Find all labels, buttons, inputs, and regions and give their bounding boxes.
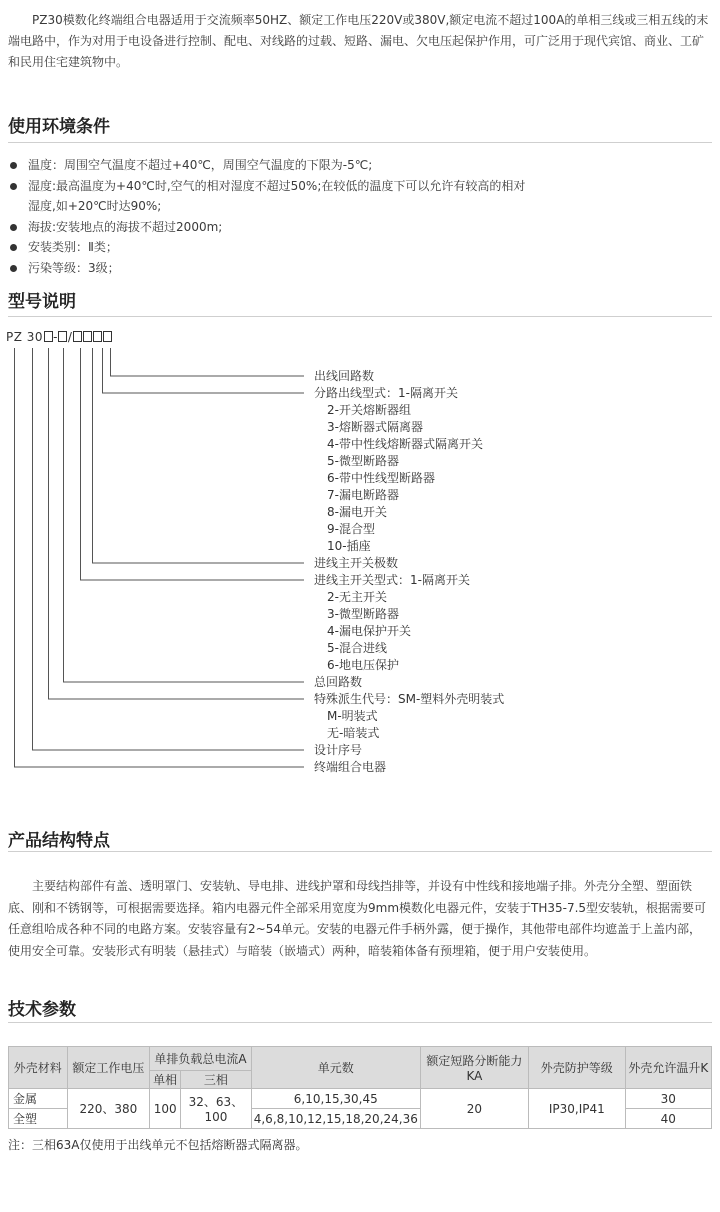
table-cell: 全塑 [9,1109,68,1129]
list-item-continuation: 湿度,如+20℃时达90%; [28,199,162,213]
model-desc-option: 2-开关熔断器组 [327,403,411,417]
section-title-tech: 技术参数 [8,1000,76,1020]
table-note: 注：三相63A仅使用于出线单元不包括熔断器式隔离器。 [8,1138,308,1152]
model-desc-option: M-明装式 [327,709,378,723]
model-desc-branch-type: 分路出线型式：1-隔离开关 [314,386,458,400]
model-desc-total-circuits: 总回路数 [314,675,363,689]
model-desc-option: 8-漏电开关 [327,505,387,519]
model-desc-option: 4-带中性线熔断器式隔离开关 [327,437,483,451]
model-desc-option: 4-漏电保护开关 [327,624,411,638]
model-desc-special-code: 特殊派生代号：SM-塑料外壳明装式 [314,692,505,706]
table-cell: 金属 [9,1089,68,1109]
col-header: 外壳允许温升K [625,1047,711,1089]
model-code: PZ 30 - / [6,330,112,344]
table-row [9,1089,712,1109]
col-header: 外壳材料 [9,1047,68,1089]
model-desc-option: 6-带中性线型断路器 [327,471,435,485]
section-title-model: 型号说明 [8,292,76,312]
model-desc-option: 3-熔断器式隔离器 [327,420,423,434]
table-cell: 30 [625,1089,711,1109]
col-header: 单元数 [251,1047,420,1089]
col-header: 单排负载总电流A [150,1047,252,1071]
model-desc-option: 2-无主开关 [327,590,387,604]
intro-paragraph: PZ30模数化终端组合电器适用于交流频率50HZ、额定工作电压220V或380V,额定电流不超过100A的单相三线或三相五线的末端电路中，作为对用于电设备进行控制、配电、对线路的过载、短路、漏电、欠电压起保护作用，可广泛用于现代宾馆、商业、工矿和民用住宅建筑物中。 [8,13,709,69]
model-desc-option: 无-暗装式 [327,726,380,740]
table-cell: 100 [150,1089,181,1129]
model-desc-product: 终端组合电器 [314,760,387,774]
list-item: 安装类别：Ⅱ类； [8,237,708,258]
tech-params-table [8,1046,712,1129]
list-item: 海拔:安装地点的海拔不超过2000m; [8,217,708,238]
section-title-environment: 使用环境条件 [8,117,110,137]
table-cell: 220、380 [67,1089,150,1129]
table-cell: 20 [420,1089,528,1129]
col-header: 单相 [150,1071,181,1089]
col-header: 外壳防护等级 [528,1047,625,1089]
list-item: 污染等级：3级； [8,258,708,279]
table-cell: 6,10,15,30,45 [251,1089,420,1109]
table-cell: 4,6,8,10,12,15,18,20,24,36 [251,1109,420,1129]
model-desc-option: 7-漏电断路器 [327,488,399,502]
model-desc-main-poles: 进线主开关极数 [314,556,399,570]
col-header: 额定短路分断能力KA [420,1047,528,1089]
table-cell: 32、63、100 [181,1089,252,1129]
list-item: 温度：周围空气温度不超过+40℃，周围空气温度的下限为-5℃; [8,155,708,176]
model-desc-option: 5-微型断路器 [327,454,399,468]
model-desc-option: 3-微型断路器 [327,607,399,621]
structure-paragraph: 主要结构部件有盖、透明罩门、安装轨、导电排、进线护罩和母线挡排等，并设有中性线和接地端子排。外壳分全塑、塑面铁底、刚和不锈钢等，可根据需要选择。箱内电器元件全部采用宽度为9mm模数化电器元件，安装于TH35-7.5型安装轨，根据需要可任意组哈成各种不同的电路方案。安装容量有2~54单元。安装的电器元件手柄外露，便于操作，其他带电部件均遮盖于上盖内部，使用安全可靠。安装形式有明装（悬挂式）与暗装（嵌墙式）两种，暗装箱体备有预埋箱，便于用户安装使用。 [8,879,707,958]
model-desc-option: 5-混合进线 [327,641,387,655]
model-desc-outgoing-count: 出线回路数 [314,369,375,383]
table-cell: 40 [625,1109,711,1129]
model-desc-option: 10-插座 [327,539,371,553]
section-divider [8,1022,712,1023]
model-desc-design-no: 设计序号 [314,743,363,757]
table-cell: IP30,IP41 [528,1089,625,1129]
col-header: 三相 [181,1071,252,1089]
col-header: 额定工作电压 [67,1047,150,1089]
model-desc-option: 6-地电压保护 [327,658,399,672]
list-item: 湿度:最高温度为+40℃时,空气的相对湿度不超过50%;在较低的温度下可以允许有较高的相对 [8,176,708,197]
model-desc-option: 9-混合型 [327,522,375,536]
section-title-structure: 产品结构特点 [8,831,110,851]
model-desc-main-type: 进线主开关型式：1-隔离开关 [314,573,470,587]
section-divider [8,851,712,852]
